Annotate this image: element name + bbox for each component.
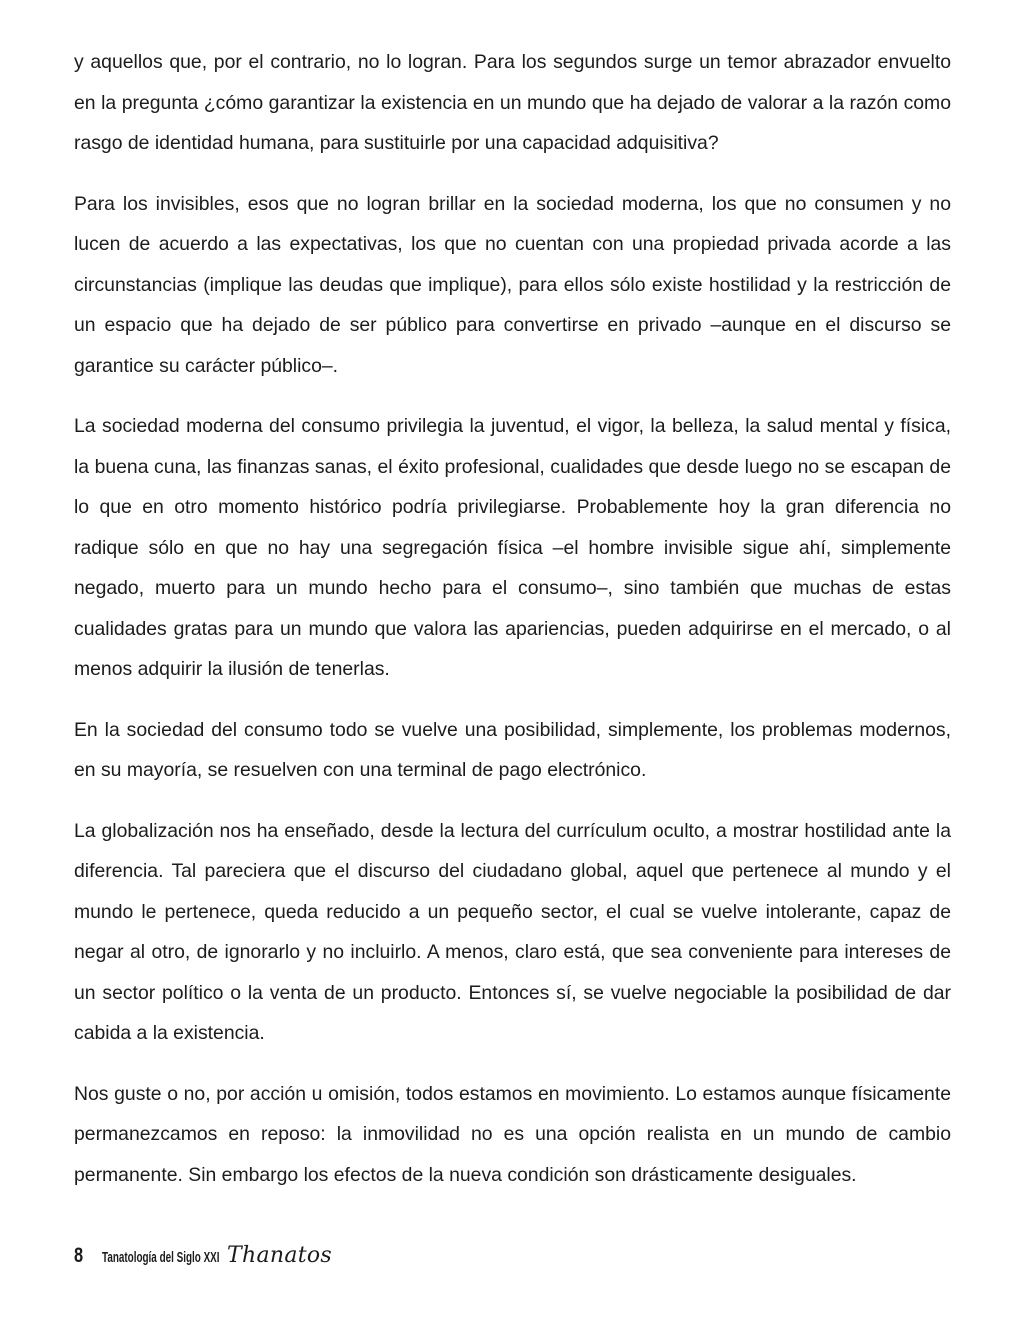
- page-body: [74, 42, 951, 1215]
- page-number: 8: [74, 1244, 84, 1267]
- paragraph: Para los invisibles, esos que no logran brillar en la sociedad moderna, los que no consumen y no lucen de acuerdo a las expectativas, los que no cuentan con una propiedad privada acorde a las circunstancias (implique las deudas que implique), para ellos sólo existe hostilidad y la restricción de un espacio que ha dejado de ser público para convertirse en privado –aunque en el discurso se garantice su carácter público–.: [74, 192, 951, 377]
- paragraph: En la sociedad del consumo todo se vuelve una posibilidad, simplemente, los problemas modernos, en su mayoría, se resuelven con una terminal de pago electrónico.: [74, 718, 951, 781]
- paragraph: Nos guste o no, por acción u omisión, todos estamos en movimiento. Lo estamos aunque físicamente permanezcamos en reposo: la inmovilidad no es una opción realista en un mundo de cambio permanente. Sin embargo los efectos de la nueva condición son drásticamente desiguales.: [74, 1082, 951, 1186]
- brand-logo-text: Thanatos: [227, 1243, 333, 1268]
- journal-title: Tanatología del Siglo XXI: [102, 1249, 220, 1266]
- paragraph: La globalización nos ha enseñado, desde la lectura del currículum oculto, a mostrar hostilidad ante la diferencia. Tal pareciera que el discurso del ciudadano global, aquel que pertenece al mundo y el mundo le pertenece, queda reducido a un pequeño sector, el cual se vuelve intolerante, capaz de negar al otro, de ignorarlo y no incluirlo. A menos, claro está, que sea conveniente para intereses de un sector político o la venta de un producto. Entonces sí, se vuelve negociable la posibilidad de dar cabida a la existencia.: [74, 819, 951, 1044]
- paragraph: y aquellos que, por el contrario, no lo logran. Para los segundos surge un temor abrazador envuelto en la pregunta ¿cómo garantizar la existencia en un mundo que ha dejado de valorar a la razón como rasgo de identidad humana, para sustituirle por una capacidad adquisitiva?: [74, 51, 951, 154]
- paragraph: La sociedad moderna del consumo privilegia la juventud, el vigor, la belleza, la salud mental y física, la buena cuna, las finanzas sanas, el éxito profesional, cualidades que desde luego no se escapan de lo que en otro momento histórico podría privilegiarse. Probablemente hoy la gran diferencia no radique sólo en que no hay una segregación física –el hombre invisible sigue ahí, simplemente negado, muerto para un mundo hecho para el consumo–, sino también que muchas de estas cualidades gratas para un mundo que valora las apariencias, pueden adquirirse en el mercado, o al menos adquirir la ilusión de tenerlas.: [74, 415, 951, 680]
- page-footer: [74, 1243, 332, 1279]
